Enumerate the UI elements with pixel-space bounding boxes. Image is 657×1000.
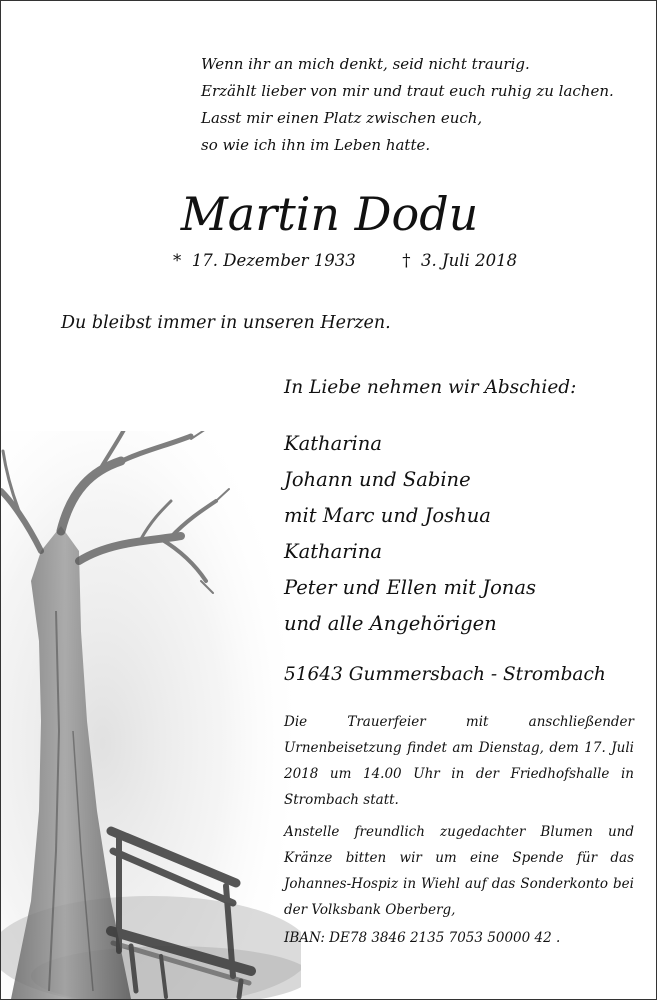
mourner: und alle Angehörigen [284, 612, 497, 635]
mourner: mit Marc und Joshua [284, 504, 491, 527]
mourner: Katharina [284, 432, 382, 455]
life-dates [173, 251, 517, 270]
poem-line: so wie ich ihn im Leben hatte. [201, 136, 431, 154]
birth-date: 17. Dezember 1933 [191, 251, 356, 270]
iban: IBAN: DE78 3846 2135 7053 50000 42 . [284, 930, 561, 946]
donation-text: Anstelle freundlich zugedachter Blumen und Kränze bitten wir um eine Spende für das Johannes-Hospiz in Wiehl auf das Sonderkonto bei der Volksbank Oberberg, [284, 824, 634, 918]
poem-line: Wenn ihr an mich denkt, seid nicht traurig. [201, 55, 530, 73]
birth-symbol: * [173, 251, 182, 270]
mourners-list [284, 426, 536, 642]
mourner: Katharina [284, 540, 382, 563]
tree-bench-illustration [1, 431, 301, 999]
mourner: Peter und Ellen mit Jonas [284, 576, 536, 599]
death-symbol: † [402, 251, 411, 270]
motto: Du bleibst immer in unseren Herzen. [61, 313, 391, 333]
mourner: Johann und Sabine [284, 468, 471, 491]
poem-line: Lasst mir einen Platz zwischen euch, [201, 109, 483, 127]
deceased-name: Martin Dodu [180, 187, 479, 241]
death-date: 3. Juli 2018 [421, 251, 518, 270]
poem-line: Erzählt lieber von mir und traut euch ruhig zu lachen. [201, 82, 614, 100]
place: 51643 Gummersbach - Strombach [284, 664, 606, 685]
poem [201, 51, 614, 159]
farewell-heading: In Liebe nehmen wir Abschied: [284, 377, 577, 398]
funeral-text: Die Trauerfeier mit anschließender Urnenbeisetzung findet am Dienstag, dem 17. Juli 2018 um 14.00 Uhr in der Friedhofshalle in Strombach statt. [284, 714, 634, 808]
